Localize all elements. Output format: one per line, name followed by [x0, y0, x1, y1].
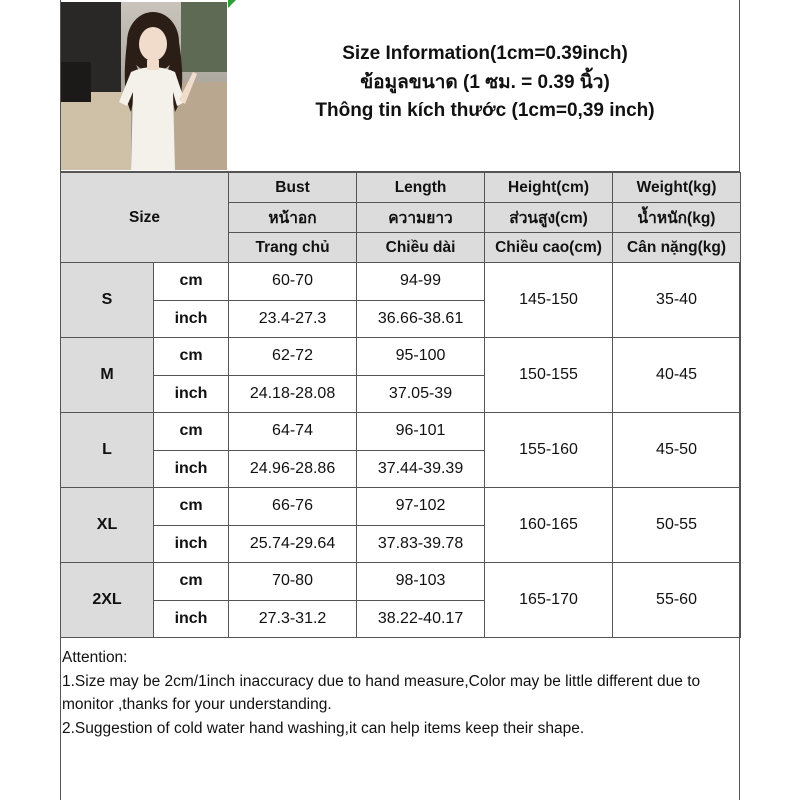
height-value: 165-170	[485, 563, 613, 638]
height-header: Height(cm)	[485, 173, 613, 203]
table-row	[61, 563, 741, 601]
weight-value: 45-50	[613, 413, 741, 488]
unit-cm: cm	[154, 338, 229, 376]
bust-inch-value: 24.18-28.08	[229, 375, 357, 413]
length-inch-value: 36.66-38.61	[357, 300, 485, 338]
height-value: 150-155	[485, 338, 613, 413]
length-inch-value: 37.83-39.78	[357, 525, 485, 563]
weight-value: 55-60	[613, 563, 741, 638]
header-row-english	[61, 173, 741, 203]
height-value: 145-150	[485, 263, 613, 338]
bust-header: Bust	[229, 173, 357, 203]
title-thai: ข้อมูลขนาด (1 ซม. = 0.39 นิ้ว)	[360, 71, 610, 93]
unit-inch: inch	[154, 300, 229, 338]
table-row	[61, 263, 741, 301]
table-row	[61, 338, 741, 376]
length-cm-value: 98-103	[357, 563, 485, 601]
length-inch-value: 38.22-40.17	[357, 600, 485, 638]
bust-cm-value: 62-72	[229, 338, 357, 376]
length-cm-value: 96-101	[357, 413, 485, 451]
bust-cm-value: 60-70	[229, 263, 357, 301]
title-vietnamese: Thông tin kích thước (1cm=0,39 inch)	[315, 100, 655, 121]
weight-header: Weight(kg)	[613, 173, 741, 203]
bust-cm-value: 66-76	[229, 488, 357, 526]
bust-header-thai: หน้าอก	[229, 203, 357, 233]
size-column-header: Size	[61, 173, 229, 263]
size-table	[60, 172, 741, 638]
bust-cm-value: 64-74	[229, 413, 357, 451]
height-header-thai: ส่วนสูง(cm)	[485, 203, 613, 233]
length-header-vietnamese: Chiều dài	[357, 233, 485, 263]
notes-line-1: 1.Size may be 2cm/1inch inaccuracy due to hand measure,Color may be little different due to monitor ,thanks for your understanding.	[62, 672, 701, 713]
notes-line-2: 2.Suggestion of cold water hand washing,it can help items keep their shape.	[62, 719, 585, 737]
length-inch-value: 37.05-39	[357, 375, 485, 413]
table-row	[61, 488, 741, 526]
weight-value: 50-55	[613, 488, 741, 563]
bust-inch-value: 24.96-28.86	[229, 450, 357, 488]
unit-inch: inch	[154, 525, 229, 563]
bust-inch-value: 25.74-29.64	[229, 525, 357, 563]
unit-inch: inch	[154, 600, 229, 638]
length-cm-value: 95-100	[357, 338, 485, 376]
weight-header-vietnamese: Cân nặng(kg)	[613, 233, 741, 263]
unit-inch: inch	[154, 375, 229, 413]
size-label: L	[61, 413, 154, 488]
title-block	[230, 40, 740, 126]
bust-header-vietnamese: Trang chủ	[229, 233, 357, 263]
weight-header-thai: น้ำหนัก(kg)	[613, 203, 741, 233]
size-label: M	[61, 338, 154, 413]
length-header: Length	[357, 173, 485, 203]
bust-inch-value: 27.3-31.2	[229, 600, 357, 638]
length-header-thai: ความยาว	[357, 203, 485, 233]
attention-notes	[62, 646, 732, 740]
height-value: 160-165	[485, 488, 613, 563]
size-label: XL	[61, 488, 154, 563]
unit-cm: cm	[154, 488, 229, 526]
length-cm-value: 97-102	[357, 488, 485, 526]
notes-heading: Attention:	[62, 649, 128, 666]
height-header-vietnamese: Chiều cao(cm)	[485, 233, 613, 263]
corner-mark	[228, 0, 236, 8]
length-cm-value: 94-99	[357, 263, 485, 301]
size-label: 2XL	[61, 563, 154, 638]
size-label: S	[61, 263, 154, 338]
bust-inch-value: 23.4-27.3	[229, 300, 357, 338]
height-value: 155-160	[485, 413, 613, 488]
model-photo	[61, 2, 227, 170]
unit-inch: inch	[154, 450, 229, 488]
table-row	[61, 413, 741, 451]
bust-cm-value: 70-80	[229, 563, 357, 601]
unit-cm: cm	[154, 413, 229, 451]
length-inch-value: 37.44-39.39	[357, 450, 485, 488]
weight-value: 40-45	[613, 338, 741, 413]
unit-cm: cm	[154, 563, 229, 601]
weight-value: 35-40	[613, 263, 741, 338]
unit-cm: cm	[154, 263, 229, 301]
title-english: Size Information(1cm=0.39inch)	[342, 43, 628, 64]
